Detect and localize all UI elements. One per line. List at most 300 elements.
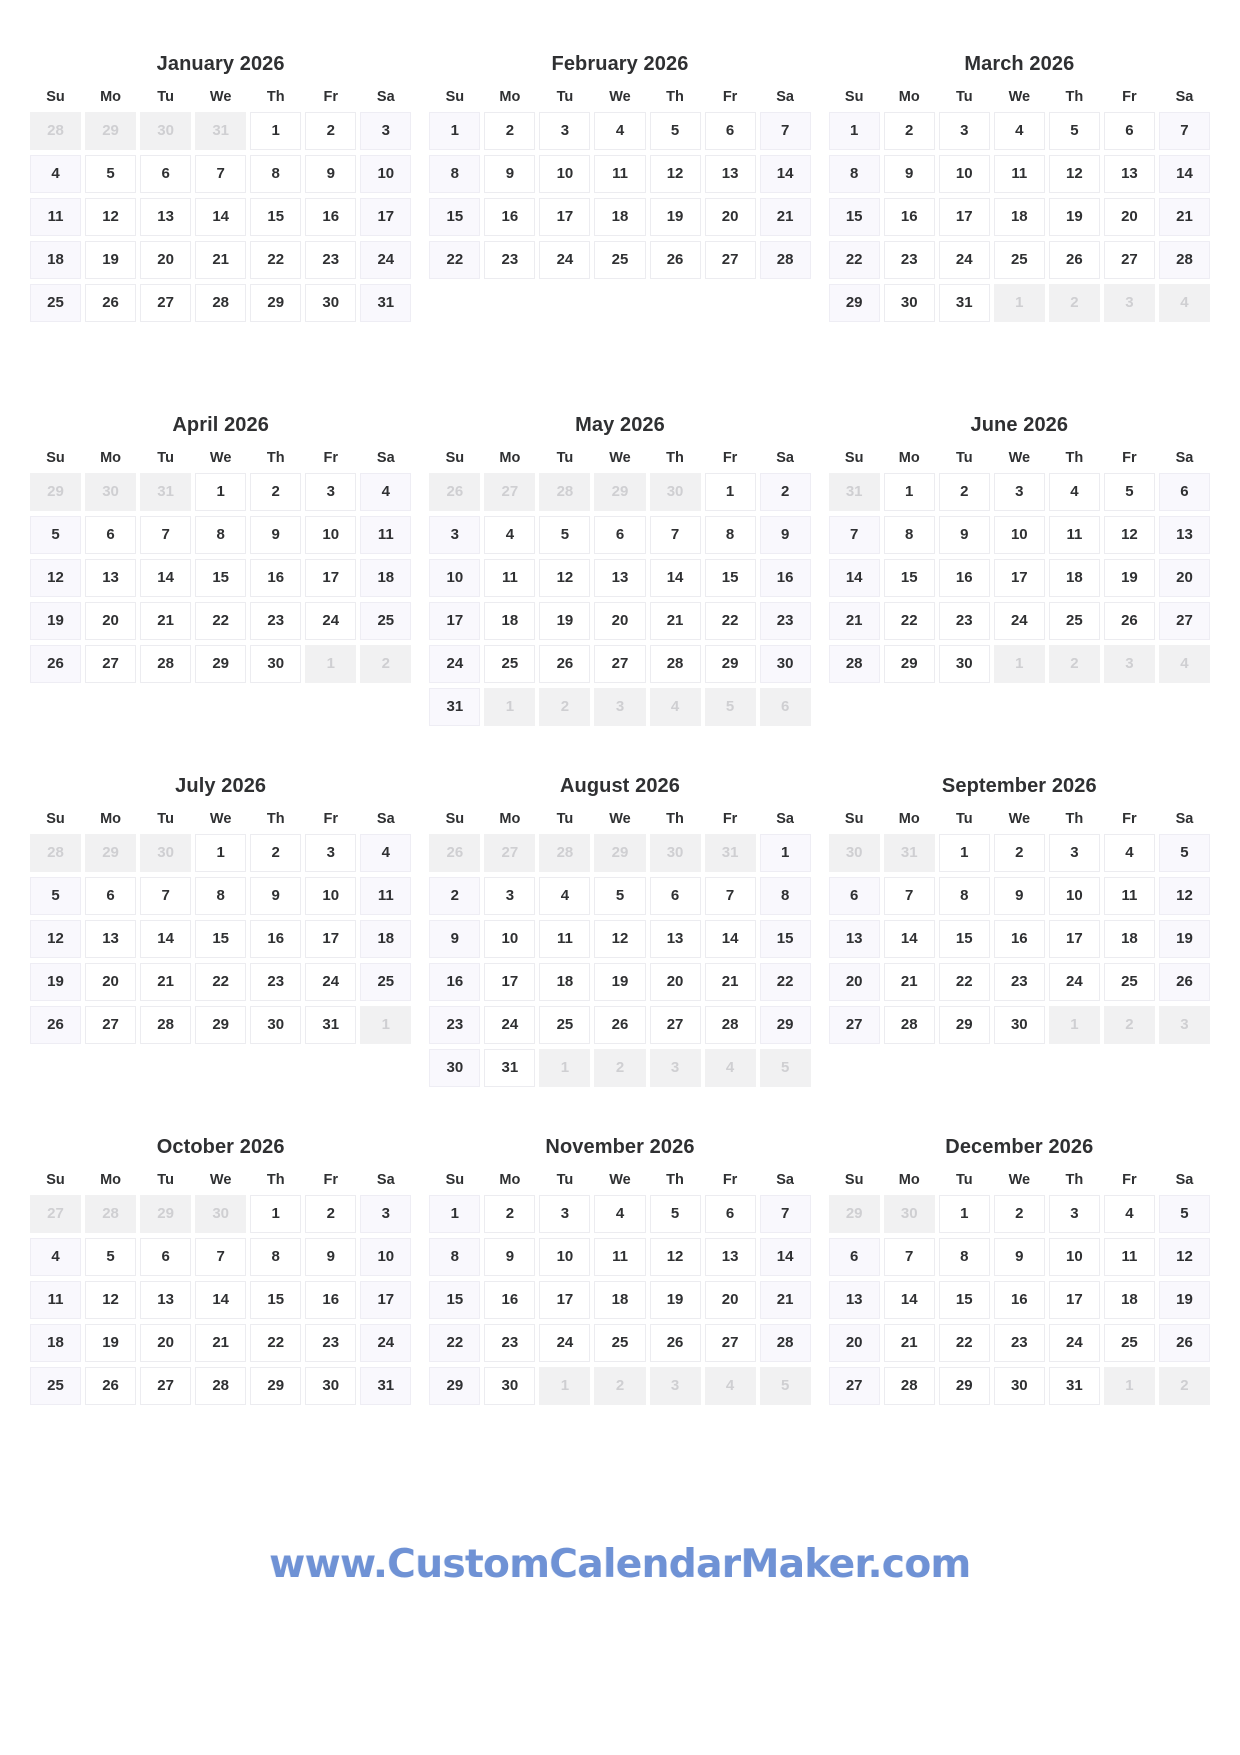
day-cell[interactable]: 9	[250, 516, 301, 554]
day-cell[interactable]: 5	[594, 877, 645, 915]
day-cell[interactable]: 15	[429, 198, 480, 236]
day-cell[interactable]: 8	[884, 516, 935, 554]
day-cell[interactable]: 4	[539, 877, 590, 915]
day-cell[interactable]: 12	[1104, 516, 1155, 554]
day-cell[interactable]: 10	[1049, 877, 1100, 915]
day-cell-adjacent-month[interactable]: 2	[360, 645, 411, 683]
day-cell[interactable]: 8	[429, 1238, 480, 1276]
day-cell-adjacent-month[interactable]: 29	[30, 473, 81, 511]
day-cell[interactable]: 17	[484, 963, 535, 1001]
day-cell[interactable]: 28	[760, 1324, 811, 1362]
day-cell[interactable]: 15	[760, 920, 811, 958]
day-cell[interactable]: 22	[250, 241, 301, 279]
day-cell[interactable]: 5	[1159, 1195, 1210, 1233]
day-cell[interactable]: 13	[140, 1281, 191, 1319]
day-cell[interactable]: 13	[829, 920, 880, 958]
day-cell[interactable]: 23	[939, 602, 990, 640]
day-cell-adjacent-month[interactable]: 1	[539, 1049, 590, 1087]
day-cell[interactable]: 1	[250, 112, 301, 150]
day-cell-adjacent-month[interactable]: 1	[1049, 1006, 1100, 1044]
day-cell-adjacent-month[interactable]: 1	[484, 688, 535, 726]
day-cell[interactable]: 11	[594, 155, 645, 193]
day-cell[interactable]: 28	[140, 1006, 191, 1044]
day-cell[interactable]: 12	[85, 1281, 136, 1319]
day-cell[interactable]: 9	[939, 516, 990, 554]
day-cell[interactable]: 14	[760, 1238, 811, 1276]
day-cell[interactable]: 20	[140, 241, 191, 279]
day-cell[interactable]: 21	[829, 602, 880, 640]
day-cell[interactable]: 13	[650, 920, 701, 958]
day-cell[interactable]: 5	[1049, 112, 1100, 150]
day-cell-adjacent-month[interactable]: 4	[1159, 645, 1210, 683]
day-cell[interactable]: 25	[1104, 963, 1155, 1001]
day-cell[interactable]: 6	[705, 112, 756, 150]
day-cell-adjacent-month[interactable]: 30	[140, 112, 191, 150]
day-cell[interactable]: 14	[650, 559, 701, 597]
day-cell[interactable]: 29	[250, 1367, 301, 1405]
day-cell[interactable]: 11	[30, 198, 81, 236]
day-cell[interactable]: 29	[939, 1367, 990, 1405]
day-cell[interactable]: 31	[939, 284, 990, 322]
day-cell[interactable]: 15	[939, 920, 990, 958]
day-cell[interactable]: 7	[884, 1238, 935, 1276]
day-cell[interactable]: 11	[594, 1238, 645, 1276]
day-cell[interactable]: 11	[1104, 877, 1155, 915]
day-cell[interactable]: 14	[140, 920, 191, 958]
day-cell[interactable]: 20	[829, 1324, 880, 1362]
day-cell[interactable]: 22	[429, 1324, 480, 1362]
day-cell[interactable]: 20	[705, 1281, 756, 1319]
day-cell[interactable]: 18	[30, 241, 81, 279]
day-cell[interactable]: 26	[1159, 963, 1210, 1001]
day-cell[interactable]: 29	[195, 645, 246, 683]
day-cell[interactable]: 30	[484, 1367, 535, 1405]
day-cell[interactable]: 30	[994, 1367, 1045, 1405]
day-cell[interactable]: 29	[939, 1006, 990, 1044]
day-cell[interactable]: 25	[594, 1324, 645, 1362]
day-cell[interactable]: 19	[1049, 198, 1100, 236]
day-cell[interactable]: 17	[305, 559, 356, 597]
day-cell-adjacent-month[interactable]: 27	[30, 1195, 81, 1233]
day-cell[interactable]: 15	[195, 559, 246, 597]
day-cell[interactable]: 6	[1104, 112, 1155, 150]
day-cell[interactable]: 6	[705, 1195, 756, 1233]
day-cell[interactable]: 27	[829, 1367, 880, 1405]
day-cell-adjacent-month[interactable]: 31	[884, 834, 935, 872]
day-cell[interactable]: 8	[939, 877, 990, 915]
day-cell[interactable]: 9	[760, 516, 811, 554]
day-cell-adjacent-month[interactable]: 27	[484, 834, 535, 872]
day-cell[interactable]: 13	[1104, 155, 1155, 193]
day-cell-adjacent-month[interactable]: 3	[1104, 284, 1155, 322]
day-cell-adjacent-month[interactable]: 1	[539, 1367, 590, 1405]
day-cell[interactable]: 4	[594, 112, 645, 150]
day-cell-adjacent-month[interactable]: 31	[705, 834, 756, 872]
day-cell[interactable]: 18	[360, 920, 411, 958]
day-cell[interactable]: 29	[705, 645, 756, 683]
day-cell[interactable]: 20	[85, 602, 136, 640]
day-cell[interactable]: 16	[429, 963, 480, 1001]
day-cell[interactable]: 14	[140, 559, 191, 597]
day-cell[interactable]: 16	[484, 1281, 535, 1319]
day-cell[interactable]: 9	[994, 877, 1045, 915]
day-cell[interactable]: 27	[140, 284, 191, 322]
day-cell[interactable]: 14	[195, 198, 246, 236]
day-cell[interactable]: 5	[539, 516, 590, 554]
day-cell[interactable]: 17	[1049, 920, 1100, 958]
day-cell-adjacent-month[interactable]: 3	[594, 688, 645, 726]
day-cell[interactable]: 21	[760, 198, 811, 236]
day-cell-adjacent-month[interactable]: 28	[85, 1195, 136, 1233]
day-cell[interactable]: 18	[594, 1281, 645, 1319]
day-cell[interactable]: 9	[305, 1238, 356, 1276]
day-cell[interactable]: 2	[305, 112, 356, 150]
day-cell[interactable]: 23	[760, 602, 811, 640]
day-cell[interactable]: 2	[484, 1195, 535, 1233]
day-cell[interactable]: 2	[250, 473, 301, 511]
day-cell[interactable]: 1	[195, 834, 246, 872]
day-cell[interactable]: 12	[1049, 155, 1100, 193]
day-cell[interactable]: 12	[650, 155, 701, 193]
day-cell-adjacent-month[interactable]: 5	[760, 1367, 811, 1405]
day-cell[interactable]: 21	[884, 963, 935, 1001]
day-cell[interactable]: 24	[484, 1006, 535, 1044]
day-cell-adjacent-month[interactable]: 4	[1159, 284, 1210, 322]
day-cell-adjacent-month[interactable]: 30	[650, 834, 701, 872]
day-cell[interactable]: 22	[939, 963, 990, 1001]
day-cell[interactable]: 21	[760, 1281, 811, 1319]
day-cell[interactable]: 15	[250, 198, 301, 236]
day-cell[interactable]: 2	[994, 834, 1045, 872]
day-cell[interactable]: 22	[829, 241, 880, 279]
day-cell[interactable]: 13	[85, 559, 136, 597]
day-cell[interactable]: 5	[650, 112, 701, 150]
day-cell[interactable]: 26	[30, 645, 81, 683]
day-cell-adjacent-month[interactable]: 28	[30, 112, 81, 150]
day-cell[interactable]: 26	[650, 1324, 701, 1362]
day-cell[interactable]: 16	[760, 559, 811, 597]
day-cell[interactable]: 30	[760, 645, 811, 683]
day-cell[interactable]: 24	[305, 602, 356, 640]
day-cell[interactable]: 6	[85, 516, 136, 554]
day-cell[interactable]: 8	[195, 516, 246, 554]
day-cell[interactable]: 26	[650, 241, 701, 279]
day-cell[interactable]: 30	[305, 1367, 356, 1405]
day-cell[interactable]: 5	[30, 877, 81, 915]
day-cell[interactable]: 11	[1104, 1238, 1155, 1276]
day-cell-adjacent-month[interactable]: 1	[305, 645, 356, 683]
day-cell[interactable]: 26	[30, 1006, 81, 1044]
day-cell[interactable]: 27	[594, 645, 645, 683]
day-cell[interactable]: 3	[539, 112, 590, 150]
day-cell[interactable]: 19	[85, 241, 136, 279]
day-cell[interactable]: 5	[30, 516, 81, 554]
day-cell-adjacent-month[interactable]: 29	[85, 834, 136, 872]
day-cell[interactable]: 21	[705, 963, 756, 1001]
day-cell[interactable]: 16	[939, 559, 990, 597]
day-cell-adjacent-month[interactable]: 3	[1104, 645, 1155, 683]
day-cell-adjacent-month[interactable]: 29	[829, 1195, 880, 1233]
day-cell[interactable]: 30	[429, 1049, 480, 1087]
day-cell[interactable]: 4	[1104, 834, 1155, 872]
day-cell[interactable]: 22	[195, 963, 246, 1001]
day-cell[interactable]: 1	[195, 473, 246, 511]
day-cell[interactable]: 10	[360, 155, 411, 193]
day-cell[interactable]: 25	[1049, 602, 1100, 640]
day-cell[interactable]: 7	[705, 877, 756, 915]
day-cell[interactable]: 4	[594, 1195, 645, 1233]
day-cell[interactable]: 11	[360, 877, 411, 915]
day-cell[interactable]: 1	[429, 1195, 480, 1233]
day-cell-adjacent-month[interactable]: 31	[140, 473, 191, 511]
day-cell[interactable]: 28	[705, 1006, 756, 1044]
day-cell[interactable]: 23	[305, 1324, 356, 1362]
day-cell[interactable]: 7	[760, 112, 811, 150]
day-cell[interactable]: 15	[884, 559, 935, 597]
day-cell[interactable]: 11	[539, 920, 590, 958]
day-cell[interactable]: 31	[305, 1006, 356, 1044]
day-cell[interactable]: 27	[140, 1367, 191, 1405]
day-cell[interactable]: 27	[85, 1006, 136, 1044]
day-cell[interactable]: 14	[829, 559, 880, 597]
day-cell[interactable]: 5	[1104, 473, 1155, 511]
day-cell-adjacent-month[interactable]: 1	[1104, 1367, 1155, 1405]
day-cell[interactable]: 25	[484, 645, 535, 683]
day-cell[interactable]: 11	[1049, 516, 1100, 554]
day-cell[interactable]: 6	[829, 1238, 880, 1276]
day-cell[interactable]: 30	[939, 645, 990, 683]
day-cell-adjacent-month[interactable]: 5	[760, 1049, 811, 1087]
day-cell[interactable]: 14	[705, 920, 756, 958]
day-cell[interactable]: 15	[939, 1281, 990, 1319]
day-cell[interactable]: 22	[705, 602, 756, 640]
day-cell[interactable]: 24	[1049, 963, 1100, 1001]
day-cell[interactable]: 3	[429, 516, 480, 554]
day-cell[interactable]: 10	[939, 155, 990, 193]
day-cell[interactable]: 28	[884, 1367, 935, 1405]
day-cell[interactable]: 6	[829, 877, 880, 915]
day-cell[interactable]: 21	[140, 963, 191, 1001]
day-cell[interactable]: 18	[1049, 559, 1100, 597]
day-cell[interactable]: 3	[939, 112, 990, 150]
day-cell[interactable]: 6	[650, 877, 701, 915]
day-cell[interactable]: 24	[360, 1324, 411, 1362]
day-cell[interactable]: 31	[484, 1049, 535, 1087]
day-cell-adjacent-month[interactable]: 29	[140, 1195, 191, 1233]
day-cell[interactable]: 24	[305, 963, 356, 1001]
day-cell[interactable]: 31	[1049, 1367, 1100, 1405]
day-cell-adjacent-month[interactable]: 29	[594, 473, 645, 511]
day-cell[interactable]: 7	[195, 155, 246, 193]
day-cell[interactable]: 19	[1159, 920, 1210, 958]
day-cell[interactable]: 31	[360, 284, 411, 322]
day-cell[interactable]: 24	[360, 241, 411, 279]
day-cell[interactable]: 30	[250, 645, 301, 683]
day-cell[interactable]: 12	[650, 1238, 701, 1276]
day-cell[interactable]: 20	[140, 1324, 191, 1362]
day-cell[interactable]: 25	[360, 963, 411, 1001]
day-cell[interactable]: 9	[305, 155, 356, 193]
day-cell[interactable]: 1	[939, 834, 990, 872]
day-cell[interactable]: 26	[85, 1367, 136, 1405]
day-cell[interactable]: 28	[1159, 241, 1210, 279]
day-cell[interactable]: 10	[360, 1238, 411, 1276]
day-cell[interactable]: 17	[539, 1281, 590, 1319]
day-cell[interactable]: 12	[85, 198, 136, 236]
day-cell[interactable]: 27	[85, 645, 136, 683]
day-cell[interactable]: 8	[195, 877, 246, 915]
day-cell[interactable]: 5	[85, 1238, 136, 1276]
day-cell-adjacent-month[interactable]: 2	[1104, 1006, 1155, 1044]
day-cell[interactable]: 23	[305, 241, 356, 279]
day-cell-adjacent-month[interactable]: 29	[594, 834, 645, 872]
day-cell[interactable]: 2	[994, 1195, 1045, 1233]
day-cell[interactable]: 3	[994, 473, 1045, 511]
day-cell[interactable]: 21	[140, 602, 191, 640]
day-cell[interactable]: 4	[1049, 473, 1100, 511]
day-cell[interactable]: 18	[994, 198, 1045, 236]
day-cell[interactable]: 17	[360, 1281, 411, 1319]
day-cell[interactable]: 5	[85, 155, 136, 193]
day-cell-adjacent-month[interactable]: 2	[594, 1367, 645, 1405]
day-cell[interactable]: 15	[250, 1281, 301, 1319]
day-cell[interactable]: 7	[650, 516, 701, 554]
day-cell[interactable]: 20	[594, 602, 645, 640]
day-cell[interactable]: 12	[1159, 877, 1210, 915]
day-cell[interactable]: 4	[360, 473, 411, 511]
day-cell[interactable]: 3	[539, 1195, 590, 1233]
day-cell[interactable]: 1	[250, 1195, 301, 1233]
day-cell[interactable]: 19	[1159, 1281, 1210, 1319]
day-cell[interactable]: 28	[884, 1006, 935, 1044]
day-cell[interactable]: 30	[305, 284, 356, 322]
day-cell[interactable]: 3	[305, 834, 356, 872]
day-cell[interactable]: 23	[250, 963, 301, 1001]
day-cell[interactable]: 16	[250, 920, 301, 958]
day-cell[interactable]: 19	[594, 963, 645, 1001]
day-cell[interactable]: 11	[360, 516, 411, 554]
day-cell[interactable]: 1	[760, 834, 811, 872]
day-cell[interactable]: 17	[994, 559, 1045, 597]
day-cell[interactable]: 25	[1104, 1324, 1155, 1362]
day-cell[interactable]: 27	[705, 1324, 756, 1362]
day-cell[interactable]: 31	[360, 1367, 411, 1405]
day-cell-adjacent-month[interactable]: 2	[1049, 284, 1100, 322]
day-cell[interactable]: 16	[994, 1281, 1045, 1319]
day-cell[interactable]: 13	[85, 920, 136, 958]
day-cell[interactable]: 6	[1159, 473, 1210, 511]
day-cell-adjacent-month[interactable]: 4	[705, 1049, 756, 1087]
day-cell-adjacent-month[interactable]: 26	[429, 473, 480, 511]
day-cell[interactable]: 22	[195, 602, 246, 640]
day-cell-adjacent-month[interactable]: 28	[30, 834, 81, 872]
day-cell[interactable]: 16	[305, 1281, 356, 1319]
day-cell[interactable]: 4	[30, 155, 81, 193]
day-cell[interactable]: 29	[429, 1367, 480, 1405]
day-cell[interactable]: 27	[1104, 241, 1155, 279]
day-cell[interactable]: 18	[539, 963, 590, 1001]
day-cell[interactable]: 24	[539, 1324, 590, 1362]
day-cell[interactable]: 27	[829, 1006, 880, 1044]
day-cell-adjacent-month[interactable]: 6	[760, 688, 811, 726]
day-cell[interactable]: 19	[30, 602, 81, 640]
day-cell[interactable]: 28	[650, 645, 701, 683]
day-cell[interactable]: 19	[1104, 559, 1155, 597]
day-cell[interactable]: 18	[30, 1324, 81, 1362]
day-cell[interactable]: 27	[650, 1006, 701, 1044]
day-cell[interactable]: 7	[760, 1195, 811, 1233]
day-cell-adjacent-month[interactable]: 30	[140, 834, 191, 872]
day-cell[interactable]: 28	[829, 645, 880, 683]
day-cell[interactable]: 10	[305, 877, 356, 915]
day-cell[interactable]: 19	[85, 1324, 136, 1362]
day-cell[interactable]: 10	[429, 559, 480, 597]
day-cell[interactable]: 18	[594, 198, 645, 236]
day-cell-adjacent-month[interactable]: 30	[829, 834, 880, 872]
day-cell[interactable]: 16	[484, 198, 535, 236]
day-cell[interactable]: 10	[305, 516, 356, 554]
day-cell-adjacent-month[interactable]: 26	[429, 834, 480, 872]
day-cell[interactable]: 1	[829, 112, 880, 150]
day-cell[interactable]: 25	[30, 1367, 81, 1405]
day-cell[interactable]: 15	[195, 920, 246, 958]
day-cell[interactable]: 11	[484, 559, 535, 597]
day-cell-adjacent-month[interactable]: 2	[1049, 645, 1100, 683]
day-cell[interactable]: 17	[360, 198, 411, 236]
day-cell[interactable]: 20	[1159, 559, 1210, 597]
day-cell[interactable]: 9	[429, 920, 480, 958]
day-cell[interactable]: 13	[140, 198, 191, 236]
day-cell[interactable]: 22	[760, 963, 811, 1001]
day-cell-adjacent-month[interactable]: 28	[539, 834, 590, 872]
day-cell[interactable]: 17	[429, 602, 480, 640]
day-cell[interactable]: 29	[250, 284, 301, 322]
day-cell[interactable]: 6	[140, 155, 191, 193]
day-cell[interactable]: 3	[360, 1195, 411, 1233]
day-cell[interactable]: 17	[1049, 1281, 1100, 1319]
day-cell[interactable]: 2	[429, 877, 480, 915]
day-cell-adjacent-month[interactable]: 31	[195, 112, 246, 150]
day-cell[interactable]: 13	[829, 1281, 880, 1319]
day-cell[interactable]: 19	[650, 198, 701, 236]
day-cell-adjacent-month[interactable]: 30	[85, 473, 136, 511]
day-cell-adjacent-month[interactable]: 30	[884, 1195, 935, 1233]
day-cell-adjacent-month[interactable]: 3	[650, 1049, 701, 1087]
day-cell[interactable]: 8	[939, 1238, 990, 1276]
day-cell[interactable]: 20	[829, 963, 880, 1001]
day-cell[interactable]: 9	[484, 1238, 535, 1276]
day-cell[interactable]: 7	[140, 516, 191, 554]
day-cell[interactable]: 8	[429, 155, 480, 193]
day-cell[interactable]: 7	[195, 1238, 246, 1276]
day-cell[interactable]: 14	[195, 1281, 246, 1319]
day-cell[interactable]: 14	[760, 155, 811, 193]
day-cell[interactable]: 4	[994, 112, 1045, 150]
day-cell[interactable]: 1	[705, 473, 756, 511]
day-cell[interactable]: 21	[195, 1324, 246, 1362]
day-cell[interactable]: 1	[429, 112, 480, 150]
day-cell[interactable]: 3	[305, 473, 356, 511]
day-cell[interactable]: 28	[140, 645, 191, 683]
day-cell[interactable]: 28	[195, 284, 246, 322]
day-cell[interactable]: 3	[484, 877, 535, 915]
day-cell[interactable]: 5	[650, 1195, 701, 1233]
day-cell[interactable]: 3	[360, 112, 411, 150]
day-cell[interactable]: 16	[250, 559, 301, 597]
day-cell-adjacent-month[interactable]: 2	[594, 1049, 645, 1087]
day-cell[interactable]: 29	[760, 1006, 811, 1044]
day-cell[interactable]: 9	[994, 1238, 1045, 1276]
